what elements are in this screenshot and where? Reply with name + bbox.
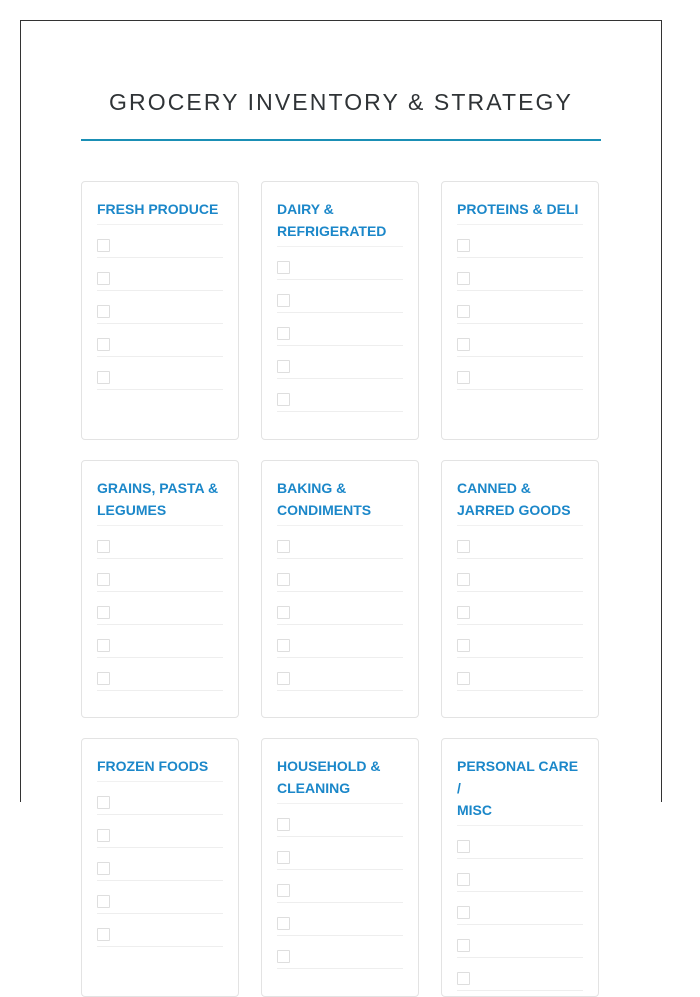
item-checkbox[interactable] <box>277 950 290 963</box>
list-item <box>97 658 223 691</box>
category-card-proteins-deli <box>441 181 599 440</box>
item-checkbox[interactable] <box>457 672 470 685</box>
list-item <box>97 559 223 592</box>
list-item <box>457 526 583 559</box>
list-item <box>277 313 403 346</box>
list-item <box>457 592 583 625</box>
list-item <box>457 925 583 958</box>
item-checkbox[interactable] <box>277 360 290 373</box>
category-card-baking-condiments <box>261 460 419 718</box>
category-card-grains-pasta-legumes <box>81 460 239 718</box>
category-card-household-cleaning <box>261 738 419 997</box>
list-item <box>277 804 403 837</box>
category-card-fresh-produce <box>81 181 239 440</box>
list-item <box>457 258 583 291</box>
list-item <box>97 225 223 258</box>
list-item <box>277 625 403 658</box>
item-checkbox[interactable] <box>277 917 290 930</box>
item-checkbox[interactable] <box>457 239 470 252</box>
item-checkbox[interactable] <box>97 639 110 652</box>
item-checkbox[interactable] <box>457 840 470 853</box>
item-checkbox[interactable] <box>97 862 110 875</box>
item-checkbox[interactable] <box>277 261 290 274</box>
title-divider <box>81 139 601 141</box>
item-checkbox[interactable] <box>457 972 470 985</box>
list-item <box>97 592 223 625</box>
list-item <box>277 837 403 870</box>
item-checkbox[interactable] <box>97 540 110 553</box>
list-item <box>277 592 403 625</box>
list-item <box>457 892 583 925</box>
item-checkbox[interactable] <box>277 818 290 831</box>
list-item <box>97 914 223 947</box>
list-item <box>97 291 223 324</box>
item-checkbox[interactable] <box>277 606 290 619</box>
category-title: CANNED & JARRED GOODS <box>457 477 583 526</box>
list-item <box>277 247 403 280</box>
item-checkbox[interactable] <box>97 338 110 351</box>
page-title: GROCERY INVENTORY & STRATEGY <box>109 89 573 115</box>
list-item <box>457 291 583 324</box>
list-item <box>277 658 403 691</box>
list-item <box>277 346 403 379</box>
item-checkbox[interactable] <box>457 371 470 384</box>
item-checkbox[interactable] <box>277 672 290 685</box>
item-checkbox[interactable] <box>97 239 110 252</box>
list-item <box>457 859 583 892</box>
list-item <box>97 324 223 357</box>
item-checkbox[interactable] <box>457 305 470 318</box>
list-item <box>277 559 403 592</box>
list-item <box>457 958 583 991</box>
item-checkbox[interactable] <box>97 672 110 685</box>
category-card-personal-care-misc <box>441 738 599 997</box>
list-item <box>457 826 583 859</box>
item-checkbox[interactable] <box>457 338 470 351</box>
item-checkbox[interactable] <box>277 851 290 864</box>
item-checkbox[interactable] <box>97 928 110 941</box>
item-checkbox[interactable] <box>457 573 470 586</box>
item-checkbox[interactable] <box>277 884 290 897</box>
item-checkbox[interactable] <box>457 939 470 952</box>
list-item <box>277 903 403 936</box>
category-card-canned-jarred-goods <box>441 460 599 718</box>
item-checkbox[interactable] <box>97 895 110 908</box>
list-item <box>457 559 583 592</box>
item-checkbox[interactable] <box>97 272 110 285</box>
list-item <box>97 881 223 914</box>
item-checkbox[interactable] <box>457 906 470 919</box>
category-card-dairy-refrigerated <box>261 181 419 440</box>
item-checkbox[interactable] <box>457 873 470 886</box>
item-checkbox[interactable] <box>277 393 290 406</box>
list-item <box>457 625 583 658</box>
list-item <box>277 936 403 969</box>
item-checkbox[interactable] <box>277 294 290 307</box>
item-checkbox[interactable] <box>457 540 470 553</box>
item-checkbox[interactable] <box>97 573 110 586</box>
list-item <box>457 324 583 357</box>
item-checkbox[interactable] <box>457 272 470 285</box>
category-title: HOUSEHOLD & CLEANING <box>277 755 403 804</box>
list-item <box>97 526 223 559</box>
item-checkbox[interactable] <box>277 573 290 586</box>
list-item <box>277 280 403 313</box>
category-title: PROTEINS & DELI <box>457 198 583 225</box>
list-item <box>457 225 583 258</box>
item-checkbox[interactable] <box>457 639 470 652</box>
list-item <box>97 782 223 815</box>
item-checkbox[interactable] <box>97 606 110 619</box>
item-checkbox[interactable] <box>97 305 110 318</box>
list-item <box>457 357 583 390</box>
list-item <box>457 658 583 691</box>
item-checkbox[interactable] <box>97 371 110 384</box>
inventory-page <box>20 20 662 818</box>
category-title: PERSONAL CARE / MISC <box>457 755 583 826</box>
category-card-frozen-foods <box>81 738 239 997</box>
list-item <box>97 815 223 848</box>
item-checkbox[interactable] <box>277 327 290 340</box>
item-checkbox[interactable] <box>457 606 470 619</box>
item-checkbox[interactable] <box>97 796 110 809</box>
item-checkbox[interactable] <box>277 540 290 553</box>
category-title: FRESH PRODUCE <box>97 198 223 225</box>
item-checkbox[interactable] <box>277 639 290 652</box>
list-item <box>97 625 223 658</box>
list-item <box>97 848 223 881</box>
list-item <box>97 258 223 291</box>
list-item <box>277 526 403 559</box>
category-title: GRAINS, PASTA & LEGUMES <box>97 477 223 526</box>
list-item <box>277 870 403 903</box>
category-title: BAKING & CONDIMENTS <box>277 477 403 526</box>
category-title: FROZEN FOODS <box>97 755 223 782</box>
category-title: DAIRY & REFRIGERATED <box>277 198 403 247</box>
list-item <box>97 357 223 390</box>
list-item <box>277 379 403 412</box>
item-checkbox[interactable] <box>97 829 110 842</box>
